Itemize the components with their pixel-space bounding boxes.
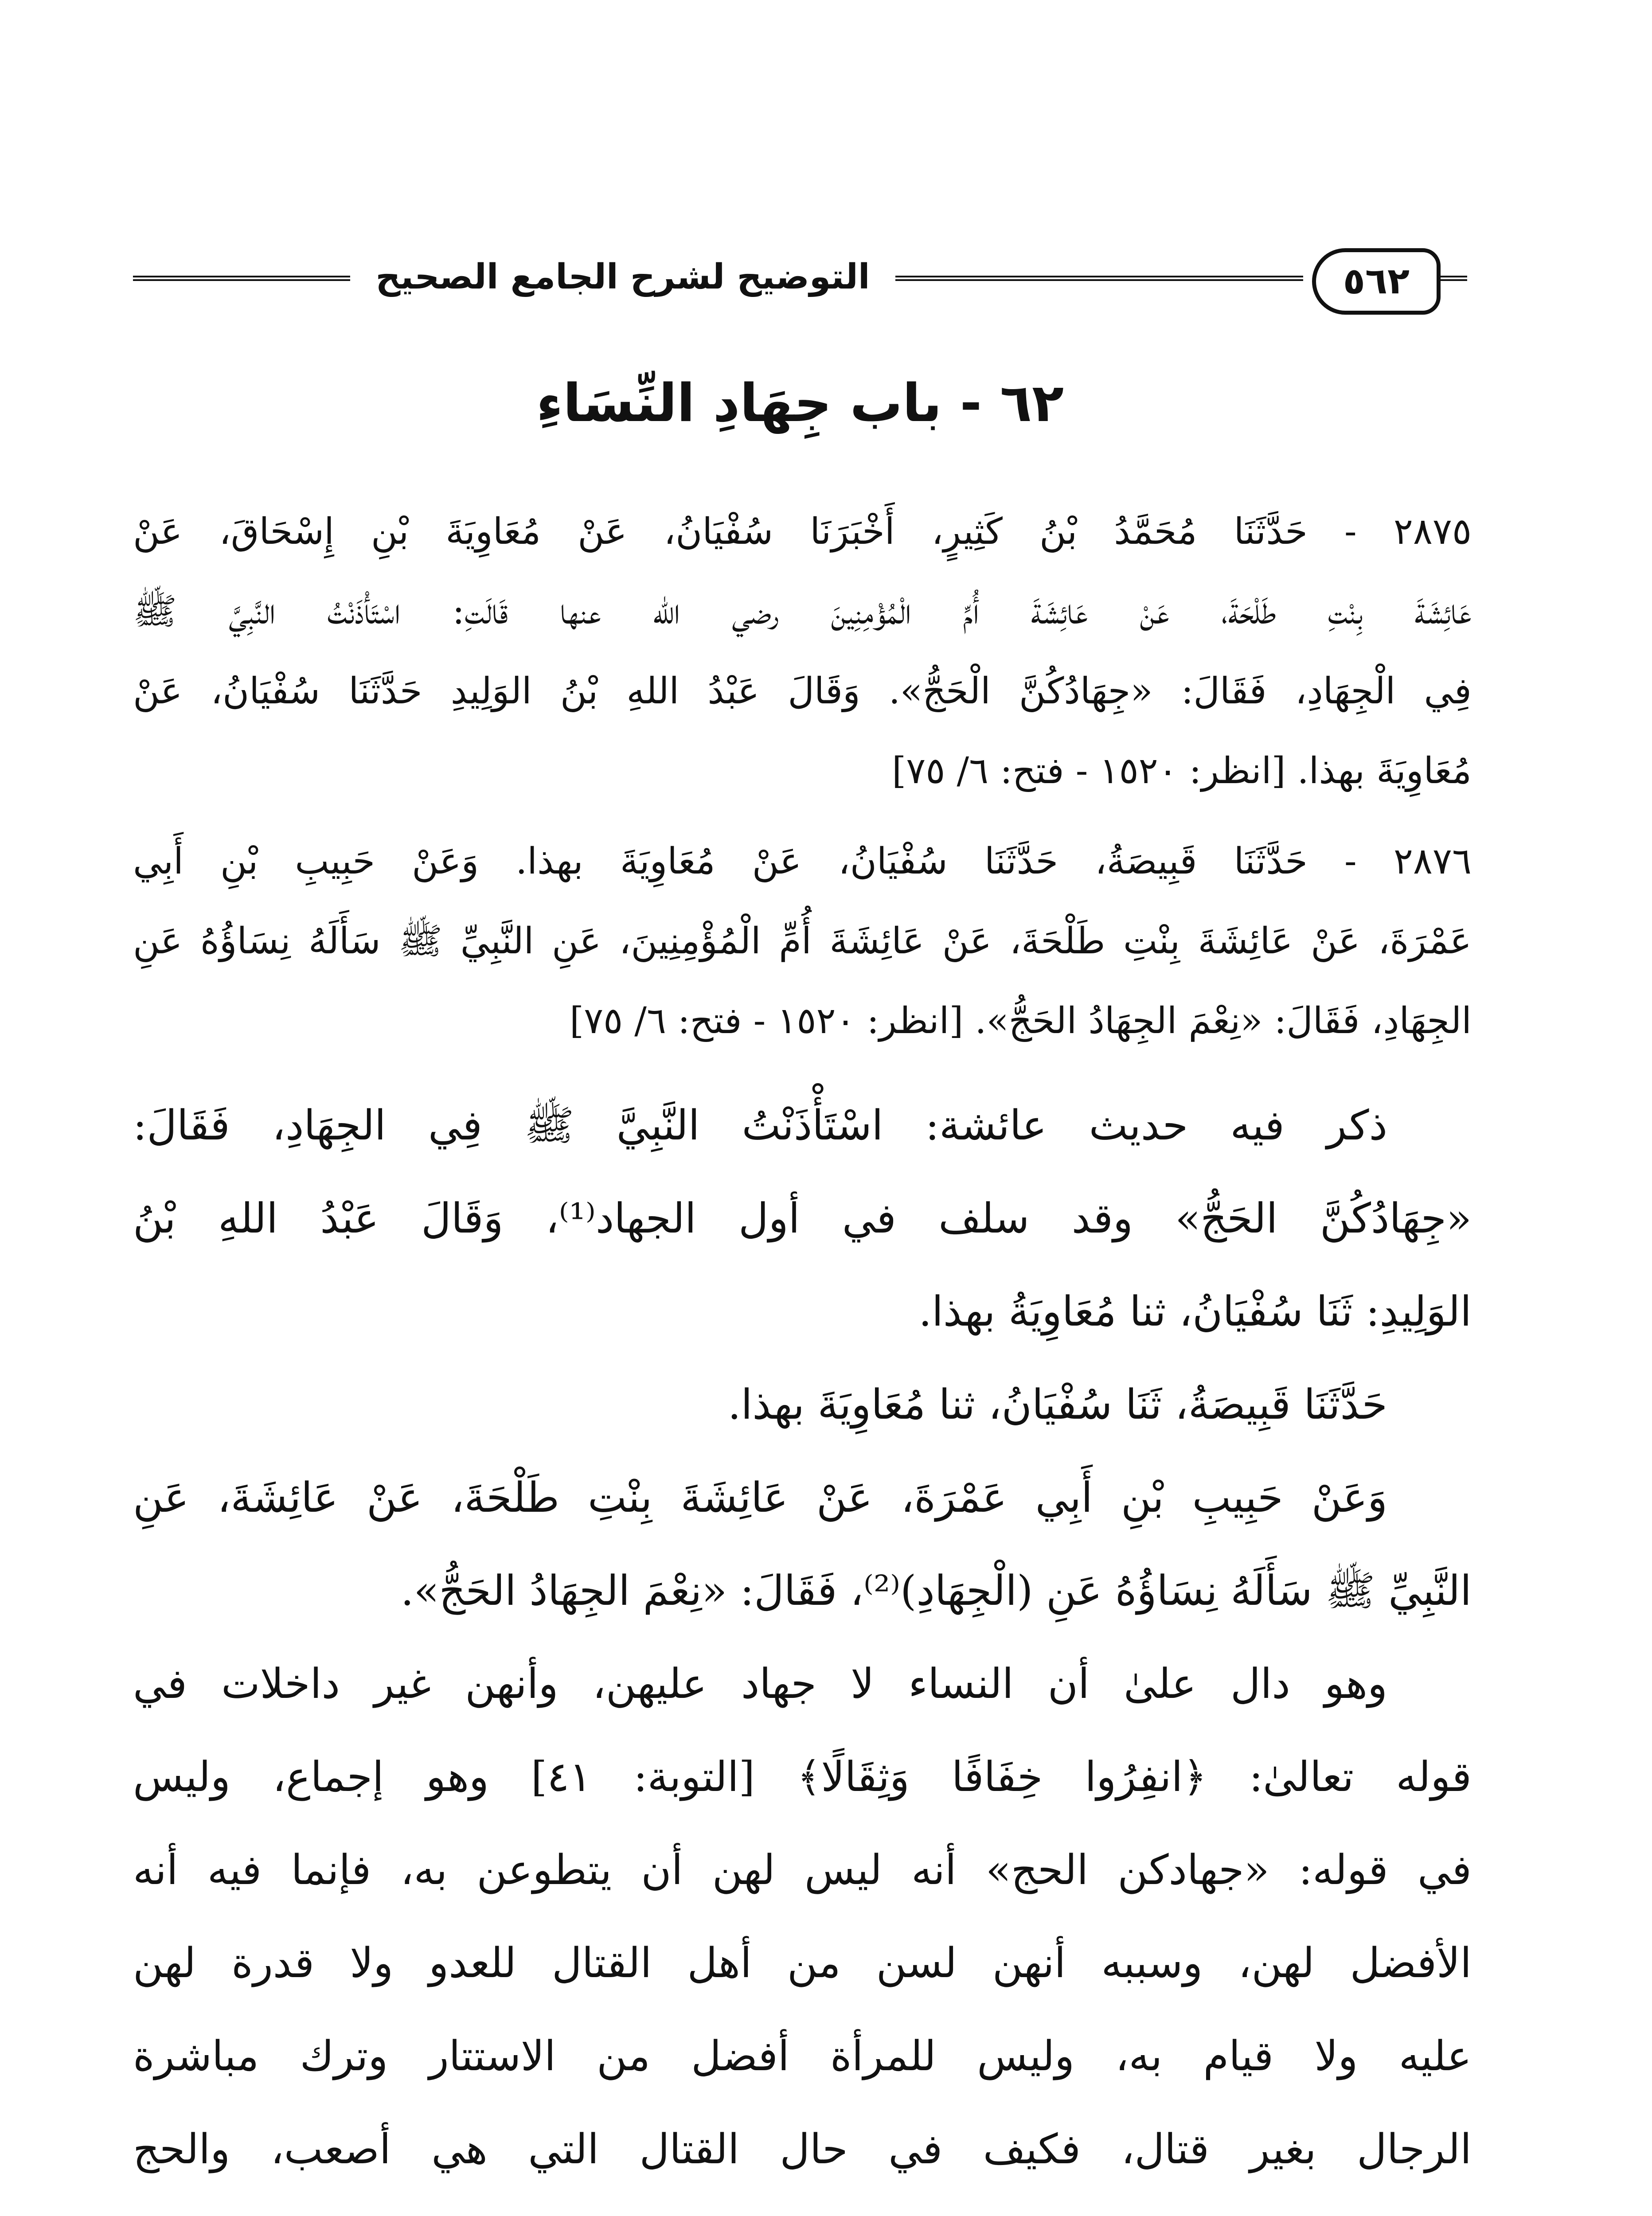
text-line: فِي الْجِهَادِ، فَقَالَ: «جِهَادُكُنَّ الْحَجُّ». وَقَالَ عَبْدُ اللهِ بْنُ الوَلِيدِ حَدَّثَنَا سُفْيَانُ، عَنْ bbox=[133, 670, 1472, 712]
text-line: النَّبِيِّ ﷺ سَأَلَهُ نِسَاؤُهُ عَنِ (الْجِهَادِ)⁽²⁾، فَقَالَ: «نِعْمَ الجِهَادُ الحَجُّ». bbox=[401, 1567, 1472, 1615]
text-line: ذكر فيه حديث عائشة: اسْتَأْذَنْتُ النَّبِيَّ ﷺ فِي الجِهَادِ، فَقَالَ: bbox=[133, 1101, 1387, 1149]
page-number: ٥٦٢ bbox=[1312, 248, 1441, 315]
text-line: مُعَاوِيَةَ بهذا. [انظر: ١٥٢٠ - فتح: ٦/ ٧٥] bbox=[892, 750, 1472, 792]
running-header bbox=[133, 248, 1467, 315]
text-line: الوَلِيدِ: ثَنَا سُفْيَانُ، ثنا مُعَاوِيَةُ بهذا. bbox=[918, 1287, 1472, 1335]
book-title: التوضيح لشرح الجامع الصحيح bbox=[375, 257, 870, 297]
hadith-2875 bbox=[133, 492, 1472, 811]
text-line: الأفضل لهن، وسببه أنهن لسن من أهل القتال للعدو ولا قدرة لهن bbox=[133, 1939, 1472, 1987]
header-rule-middle bbox=[895, 276, 1303, 287]
text-line: عَمْرَةَ، عَنْ عَائِشَةَ بِنْتِ طَلْحَةَ، عَنْ عَائِشَةَ أُمِّ الْمُؤْمِنِينَ، عَنِ النَّبِيِّ ﷺ سَأَلَهُ نِسَاؤُهُ عَنِ bbox=[133, 920, 1472, 962]
header-rule-right bbox=[1441, 276, 1467, 287]
text-line: وَعَنْ حَبِيبِ بْنِ أَبِي عَمْرَةَ، عَنْ عَائِشَةَ بِنْتِ طَلْحَةَ، عَنْ عَائِشَةَ، عَنِ bbox=[133, 1474, 1387, 1522]
text-line: في قوله: «جهادكن الحج» أنه ليس لهن أن يتطوعن به، فإنما فيه أنه bbox=[133, 1846, 1472, 1894]
text-line: قوله تعالىٰ: ﴿انفِرُوا خِفَافًا وَثِقَالًا﴾ [التوبة: ٤١] وهو إجماع، وليس bbox=[133, 1753, 1472, 1801]
text-line: «جِهَادُكُنَّ الحَجُّ» وقد سلف في أول الجهاد⁽¹⁾، وَقَالَ عَبْدُ اللهِ بْنُ bbox=[133, 1194, 1472, 1242]
text-line: حَدَّثَنَا قَبِيصَةُ، ثَنَا سُفْيَانُ، ثنا مُعَاوِيَةَ بهذا. bbox=[728, 1381, 1387, 1428]
header-rule-left bbox=[133, 276, 350, 287]
text-line: الجِهَادِ، فَقَالَ: «نِعْمَ الجِهَادُ الحَجُّ». [انظر: ١٥٢٠ - فتح: ٦/ ٧٥] bbox=[570, 1000, 1472, 1042]
main-text bbox=[133, 492, 1472, 2196]
text-line: عليه ولا قيام به، وليس للمرأة أفضل من الاستتار وترك مباشرة bbox=[133, 2032, 1472, 2080]
text-line: وهو دال علىٰ أن النساء لا جهاد عليهن، وأنهن غير داخلات في bbox=[133, 1660, 1387, 1708]
text-line: عَائِشَةَ بِنْتِ طَلْحَةَ، عَنْ عَائِشَةَ أُمِّ الْمُؤْمِنِينَ رضي الله عنها قَالَتِ: اسْتَأْذَنْتُ النَّبِيَّ ﷺ bbox=[133, 590, 1472, 632]
hadith-2876 bbox=[133, 822, 1472, 1061]
commentary bbox=[133, 1079, 1472, 2196]
text-line: الرجال بغير قتال، فكيف في حال القتال التي هي أصعب، والحج bbox=[133, 2125, 1472, 2173]
chapter-title: ٦٢ - باب جِهَادِ النِّسَاءِ bbox=[536, 372, 1064, 433]
text-line: ٢٨٧٦ - حَدَّثَنَا قَبِيصَةُ، حَدَّثَنَا سُفْيَانُ، عَنْ مُعَاوِيَةَ بهذا. وَعَنْ حَبِيبِ بْنِ أَبِي bbox=[133, 840, 1472, 882]
text-line: ٢٨٧٥ - حَدَّثَنَا مُحَمَّدُ بْنُ كَثِيرٍ، أَخْبَرَنَا سُفْيَانُ، عَنْ مُعَاوِيَةَ بْنِ إِسْحَاقَ، عَنْ bbox=[133, 511, 1472, 553]
